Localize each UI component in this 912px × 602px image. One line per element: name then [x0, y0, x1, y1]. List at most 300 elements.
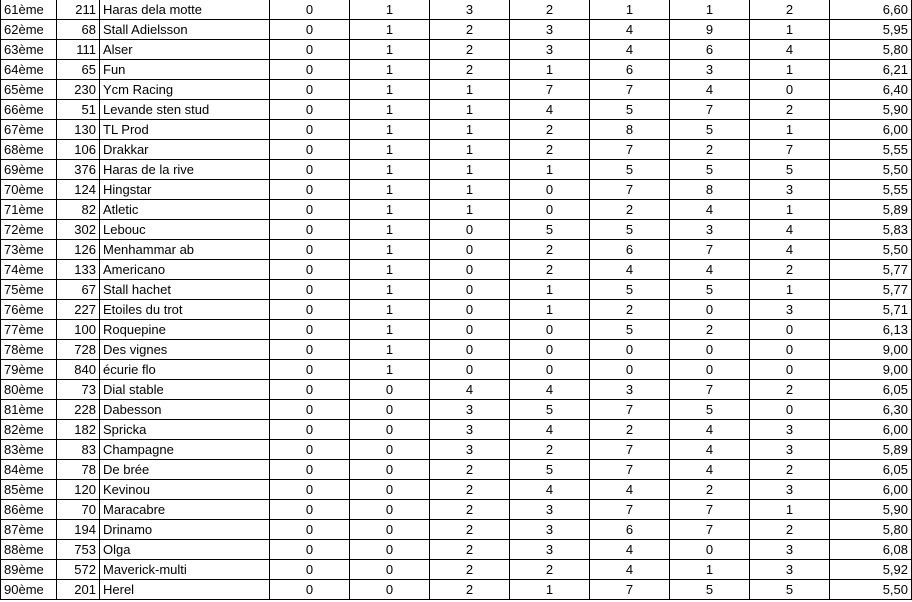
col6-cell: 3	[670, 220, 750, 240]
table-row	[1, 580, 912, 600]
col3-cell: 1	[430, 200, 510, 220]
col7-cell: 1	[750, 20, 830, 40]
col1-cell: 0	[270, 220, 350, 240]
name-cell: Ycm Racing	[100, 80, 270, 100]
score-cell: 5,77	[830, 280, 912, 300]
col6-cell: 7	[670, 380, 750, 400]
col4-cell: 2	[510, 560, 590, 580]
name-cell: TL Prod	[100, 120, 270, 140]
score-cell: 6,00	[830, 120, 912, 140]
col4-cell: 5	[510, 400, 590, 420]
col1-cell: 0	[270, 400, 350, 420]
col6-cell: 7	[670, 240, 750, 260]
score-cell: 5,50	[830, 160, 912, 180]
rank-cell: 89ème	[1, 560, 57, 580]
score-cell: 5,80	[830, 40, 912, 60]
score-cell: 5,89	[830, 200, 912, 220]
rank-cell: 64ème	[1, 60, 57, 80]
number-cell: 227	[57, 300, 100, 320]
col3-cell: 3	[430, 400, 510, 420]
score-cell: 9,00	[830, 340, 912, 360]
col5-cell: 3	[590, 380, 670, 400]
number-cell: 211	[57, 0, 100, 20]
score-cell: 6,00	[830, 480, 912, 500]
table-row	[1, 320, 912, 340]
col2-cell: 1	[350, 300, 430, 320]
table-row	[1, 500, 912, 520]
col1-cell: 0	[270, 280, 350, 300]
col3-cell: 0	[430, 340, 510, 360]
rank-cell: 84ème	[1, 460, 57, 480]
col7-cell: 3	[750, 300, 830, 320]
name-cell: Menhammar ab	[100, 240, 270, 260]
col6-cell: 0	[670, 340, 750, 360]
number-cell: 68	[57, 20, 100, 40]
rank-cell: 80ème	[1, 380, 57, 400]
col2-cell: 1	[350, 140, 430, 160]
col3-cell: 3	[430, 420, 510, 440]
col2-cell: 0	[350, 500, 430, 520]
col1-cell: 0	[270, 340, 350, 360]
col3-cell: 2	[430, 480, 510, 500]
name-cell: Herel	[100, 580, 270, 600]
col4-cell: 1	[510, 60, 590, 80]
score-cell: 5,90	[830, 100, 912, 120]
table-row	[1, 180, 912, 200]
score-cell: 6,08	[830, 540, 912, 560]
table-row	[1, 140, 912, 160]
table-row	[1, 220, 912, 240]
score-cell: 6,00	[830, 420, 912, 440]
col4-cell: 5	[510, 220, 590, 240]
col2-cell: 1	[350, 220, 430, 240]
col1-cell: 0	[270, 580, 350, 600]
col3-cell: 1	[430, 180, 510, 200]
name-cell: Stall hachet	[100, 280, 270, 300]
number-cell: 73	[57, 380, 100, 400]
table-row	[1, 100, 912, 120]
col6-cell: 0	[670, 360, 750, 380]
rank-cell: 73ème	[1, 240, 57, 260]
name-cell: De brée	[100, 460, 270, 480]
rank-cell: 72ème	[1, 220, 57, 240]
col5-cell: 6	[590, 520, 670, 540]
number-cell: 83	[57, 440, 100, 460]
col5-cell: 7	[590, 80, 670, 100]
rank-cell: 77ème	[1, 320, 57, 340]
col7-cell: 2	[750, 520, 830, 540]
col3-cell: 0	[430, 260, 510, 280]
col2-cell: 1	[350, 20, 430, 40]
name-cell: Haras de la rive	[100, 160, 270, 180]
col2-cell: 0	[350, 580, 430, 600]
col4-cell: 0	[510, 320, 590, 340]
number-cell: 230	[57, 80, 100, 100]
col3-cell: 2	[430, 20, 510, 40]
col5-cell: 6	[590, 240, 670, 260]
col4-cell: 4	[510, 380, 590, 400]
col6-cell: 8	[670, 180, 750, 200]
name-cell: Hingstar	[100, 180, 270, 200]
col6-cell: 1	[670, 0, 750, 20]
col6-cell: 4	[670, 420, 750, 440]
col4-cell: 3	[510, 540, 590, 560]
table-row	[1, 340, 912, 360]
col5-cell: 5	[590, 100, 670, 120]
table-row	[1, 560, 912, 580]
col5-cell: 7	[590, 140, 670, 160]
number-cell: 840	[57, 360, 100, 380]
col7-cell: 3	[750, 440, 830, 460]
col1-cell: 0	[270, 0, 350, 20]
col4-cell: 2	[510, 260, 590, 280]
col3-cell: 2	[430, 60, 510, 80]
score-cell: 5,83	[830, 220, 912, 240]
name-cell: Alser	[100, 40, 270, 60]
name-cell: Roquepine	[100, 320, 270, 340]
col7-cell: 2	[750, 260, 830, 280]
score-cell: 5,80	[830, 520, 912, 540]
number-cell: 106	[57, 140, 100, 160]
col5-cell: 7	[590, 440, 670, 460]
score-cell: 5,50	[830, 240, 912, 260]
rank-cell: 81ème	[1, 400, 57, 420]
name-cell: Fun	[100, 60, 270, 80]
col1-cell: 0	[270, 160, 350, 180]
col4-cell: 0	[510, 180, 590, 200]
col3-cell: 0	[430, 320, 510, 340]
number-cell: 728	[57, 340, 100, 360]
name-cell: Stall Adielsson	[100, 20, 270, 40]
table-row	[1, 440, 912, 460]
rank-cell: 79ème	[1, 360, 57, 380]
col6-cell: 5	[670, 280, 750, 300]
number-cell: 100	[57, 320, 100, 340]
col6-cell: 9	[670, 20, 750, 40]
rank-cell: 69ème	[1, 160, 57, 180]
col7-cell: 2	[750, 460, 830, 480]
col3-cell: 0	[430, 220, 510, 240]
col7-cell: 3	[750, 540, 830, 560]
rank-cell: 88ème	[1, 540, 57, 560]
col5-cell: 7	[590, 460, 670, 480]
col7-cell: 1	[750, 280, 830, 300]
score-cell: 5,71	[830, 300, 912, 320]
score-cell: 5,77	[830, 260, 912, 280]
table-row	[1, 120, 912, 140]
rank-cell: 61ème	[1, 0, 57, 20]
col2-cell: 0	[350, 520, 430, 540]
col1-cell: 0	[270, 180, 350, 200]
col1-cell: 0	[270, 320, 350, 340]
col5-cell: 7	[590, 580, 670, 600]
col1-cell: 0	[270, 120, 350, 140]
col5-cell: 0	[590, 340, 670, 360]
col7-cell: 2	[750, 100, 830, 120]
table-row	[1, 200, 912, 220]
table-row	[1, 520, 912, 540]
rank-cell: 63ème	[1, 40, 57, 60]
col6-cell: 7	[670, 520, 750, 540]
table-row	[1, 20, 912, 40]
number-cell: 126	[57, 240, 100, 260]
col4-cell: 0	[510, 360, 590, 380]
col4-cell: 4	[510, 420, 590, 440]
col2-cell: 1	[350, 240, 430, 260]
col5-cell: 7	[590, 400, 670, 420]
col7-cell: 2	[750, 0, 830, 20]
col7-cell: 1	[750, 200, 830, 220]
rank-cell: 62ème	[1, 20, 57, 40]
name-cell: Drinamo	[100, 520, 270, 540]
number-cell: 302	[57, 220, 100, 240]
col2-cell: 0	[350, 380, 430, 400]
rank-cell: 70ème	[1, 180, 57, 200]
col3-cell: 2	[430, 520, 510, 540]
col4-cell: 5	[510, 460, 590, 480]
col3-cell: 2	[430, 580, 510, 600]
col1-cell: 0	[270, 500, 350, 520]
col5-cell: 5	[590, 320, 670, 340]
rank-cell: 85ème	[1, 480, 57, 500]
col6-cell: 5	[670, 580, 750, 600]
col5-cell: 1	[590, 0, 670, 20]
score-cell: 5,55	[830, 140, 912, 160]
col6-cell: 4	[670, 260, 750, 280]
col6-cell: 2	[670, 140, 750, 160]
number-cell: 120	[57, 480, 100, 500]
col5-cell: 5	[590, 160, 670, 180]
col7-cell: 4	[750, 240, 830, 260]
col5-cell: 7	[590, 500, 670, 520]
col5-cell: 4	[590, 480, 670, 500]
col7-cell: 7	[750, 140, 830, 160]
col4-cell: 2	[510, 140, 590, 160]
col1-cell: 0	[270, 140, 350, 160]
table-row	[1, 260, 912, 280]
col7-cell: 3	[750, 480, 830, 500]
col1-cell: 0	[270, 460, 350, 480]
table-row	[1, 380, 912, 400]
name-cell: Lebouc	[100, 220, 270, 240]
table-row	[1, 60, 912, 80]
number-cell: 182	[57, 420, 100, 440]
col6-cell: 7	[670, 100, 750, 120]
col4-cell: 1	[510, 160, 590, 180]
number-cell: 51	[57, 100, 100, 120]
col2-cell: 1	[350, 40, 430, 60]
col1-cell: 0	[270, 40, 350, 60]
col6-cell: 0	[670, 300, 750, 320]
table-row	[1, 540, 912, 560]
col7-cell: 1	[750, 120, 830, 140]
col5-cell: 2	[590, 200, 670, 220]
col1-cell: 0	[270, 520, 350, 540]
score-cell: 6,30	[830, 400, 912, 420]
col6-cell: 2	[670, 480, 750, 500]
col7-cell: 5	[750, 580, 830, 600]
number-cell: 65	[57, 60, 100, 80]
col3-cell: 1	[430, 120, 510, 140]
col5-cell: 8	[590, 120, 670, 140]
name-cell: Des vignes	[100, 340, 270, 360]
col1-cell: 0	[270, 540, 350, 560]
col6-cell: 5	[670, 160, 750, 180]
col3-cell: 4	[430, 380, 510, 400]
rank-cell: 90ème	[1, 580, 57, 600]
rank-cell: 66ème	[1, 100, 57, 120]
table-row	[1, 280, 912, 300]
score-cell: 6,40	[830, 80, 912, 100]
rank-cell: 68ème	[1, 140, 57, 160]
col5-cell: 0	[590, 360, 670, 380]
col7-cell: 1	[750, 60, 830, 80]
name-cell: Dabesson	[100, 400, 270, 420]
col6-cell: 0	[670, 540, 750, 560]
number-cell: 82	[57, 200, 100, 220]
col6-cell: 1	[670, 560, 750, 580]
col2-cell: 1	[350, 260, 430, 280]
col1-cell: 0	[270, 360, 350, 380]
name-cell: Levande sten stud	[100, 100, 270, 120]
col5-cell: 5	[590, 280, 670, 300]
table-row	[1, 480, 912, 500]
col7-cell: 3	[750, 420, 830, 440]
col7-cell: 0	[750, 320, 830, 340]
col1-cell: 0	[270, 420, 350, 440]
rank-cell: 75ème	[1, 280, 57, 300]
col4-cell: 2	[510, 120, 590, 140]
col2-cell: 0	[350, 400, 430, 420]
table-row	[1, 420, 912, 440]
rank-cell: 76ème	[1, 300, 57, 320]
col2-cell: 0	[350, 540, 430, 560]
col1-cell: 0	[270, 20, 350, 40]
col3-cell: 2	[430, 560, 510, 580]
col7-cell: 0	[750, 80, 830, 100]
col4-cell: 4	[510, 480, 590, 500]
col6-cell: 3	[670, 60, 750, 80]
col7-cell: 4	[750, 40, 830, 60]
col4-cell: 0	[510, 340, 590, 360]
number-cell: 228	[57, 400, 100, 420]
col2-cell: 1	[350, 280, 430, 300]
table-row	[1, 0, 912, 20]
number-cell: 194	[57, 520, 100, 540]
col7-cell: 2	[750, 380, 830, 400]
col5-cell: 2	[590, 420, 670, 440]
col3-cell: 3	[430, 0, 510, 20]
score-cell: 5,50	[830, 580, 912, 600]
col3-cell: 1	[430, 160, 510, 180]
rank-cell: 82ème	[1, 420, 57, 440]
col4-cell: 7	[510, 80, 590, 100]
col7-cell: 0	[750, 360, 830, 380]
rank-cell: 71ème	[1, 200, 57, 220]
score-cell: 5,90	[830, 500, 912, 520]
name-cell: Kevinou	[100, 480, 270, 500]
col1-cell: 0	[270, 100, 350, 120]
score-cell: 5,95	[830, 20, 912, 40]
col6-cell: 6	[670, 40, 750, 60]
number-cell: 133	[57, 260, 100, 280]
rank-cell: 87ème	[1, 520, 57, 540]
col5-cell: 6	[590, 60, 670, 80]
col2-cell: 1	[350, 360, 430, 380]
col5-cell: 5	[590, 220, 670, 240]
table-row	[1, 80, 912, 100]
col1-cell: 0	[270, 260, 350, 280]
col3-cell: 1	[430, 80, 510, 100]
col3-cell: 2	[430, 540, 510, 560]
col7-cell: 5	[750, 160, 830, 180]
name-cell: Etoiles du trot	[100, 300, 270, 320]
col6-cell: 5	[670, 400, 750, 420]
col6-cell: 4	[670, 80, 750, 100]
col4-cell: 3	[510, 40, 590, 60]
col1-cell: 0	[270, 380, 350, 400]
col5-cell: 4	[590, 40, 670, 60]
rank-cell: 74ème	[1, 260, 57, 280]
col2-cell: 1	[350, 80, 430, 100]
table-row	[1, 160, 912, 180]
name-cell: Maracabre	[100, 500, 270, 520]
col1-cell: 0	[270, 560, 350, 580]
score-cell: 5,89	[830, 440, 912, 460]
col6-cell: 5	[670, 120, 750, 140]
col4-cell: 2	[510, 240, 590, 260]
name-cell: Haras dela motte	[100, 0, 270, 20]
col3-cell: 3	[430, 440, 510, 460]
col2-cell: 0	[350, 420, 430, 440]
col1-cell: 0	[270, 440, 350, 460]
col2-cell: 1	[350, 60, 430, 80]
col4-cell: 1	[510, 280, 590, 300]
col5-cell: 7	[590, 180, 670, 200]
score-cell: 6,21	[830, 60, 912, 80]
number-cell: 376	[57, 160, 100, 180]
name-cell: Spricka	[100, 420, 270, 440]
col4-cell: 3	[510, 20, 590, 40]
col6-cell: 4	[670, 440, 750, 460]
col6-cell: 4	[670, 200, 750, 220]
number-cell: 78	[57, 460, 100, 480]
col4-cell: 3	[510, 500, 590, 520]
number-cell: 70	[57, 500, 100, 520]
score-cell: 6,13	[830, 320, 912, 340]
col7-cell: 0	[750, 400, 830, 420]
rank-cell: 86ème	[1, 500, 57, 520]
col4-cell: 4	[510, 100, 590, 120]
col5-cell: 4	[590, 260, 670, 280]
number-cell: 124	[57, 180, 100, 200]
col2-cell: 0	[350, 440, 430, 460]
col3-cell: 0	[430, 280, 510, 300]
name-cell: Americano	[100, 260, 270, 280]
col7-cell: 1	[750, 500, 830, 520]
col2-cell: 1	[350, 320, 430, 340]
col7-cell: 0	[750, 340, 830, 360]
table-row	[1, 460, 912, 480]
name-cell: Dial stable	[100, 380, 270, 400]
col2-cell: 1	[350, 180, 430, 200]
col2-cell: 0	[350, 480, 430, 500]
col6-cell: 2	[670, 320, 750, 340]
col3-cell: 0	[430, 240, 510, 260]
col2-cell: 1	[350, 200, 430, 220]
col4-cell: 2	[510, 0, 590, 20]
rank-cell: 67ème	[1, 120, 57, 140]
